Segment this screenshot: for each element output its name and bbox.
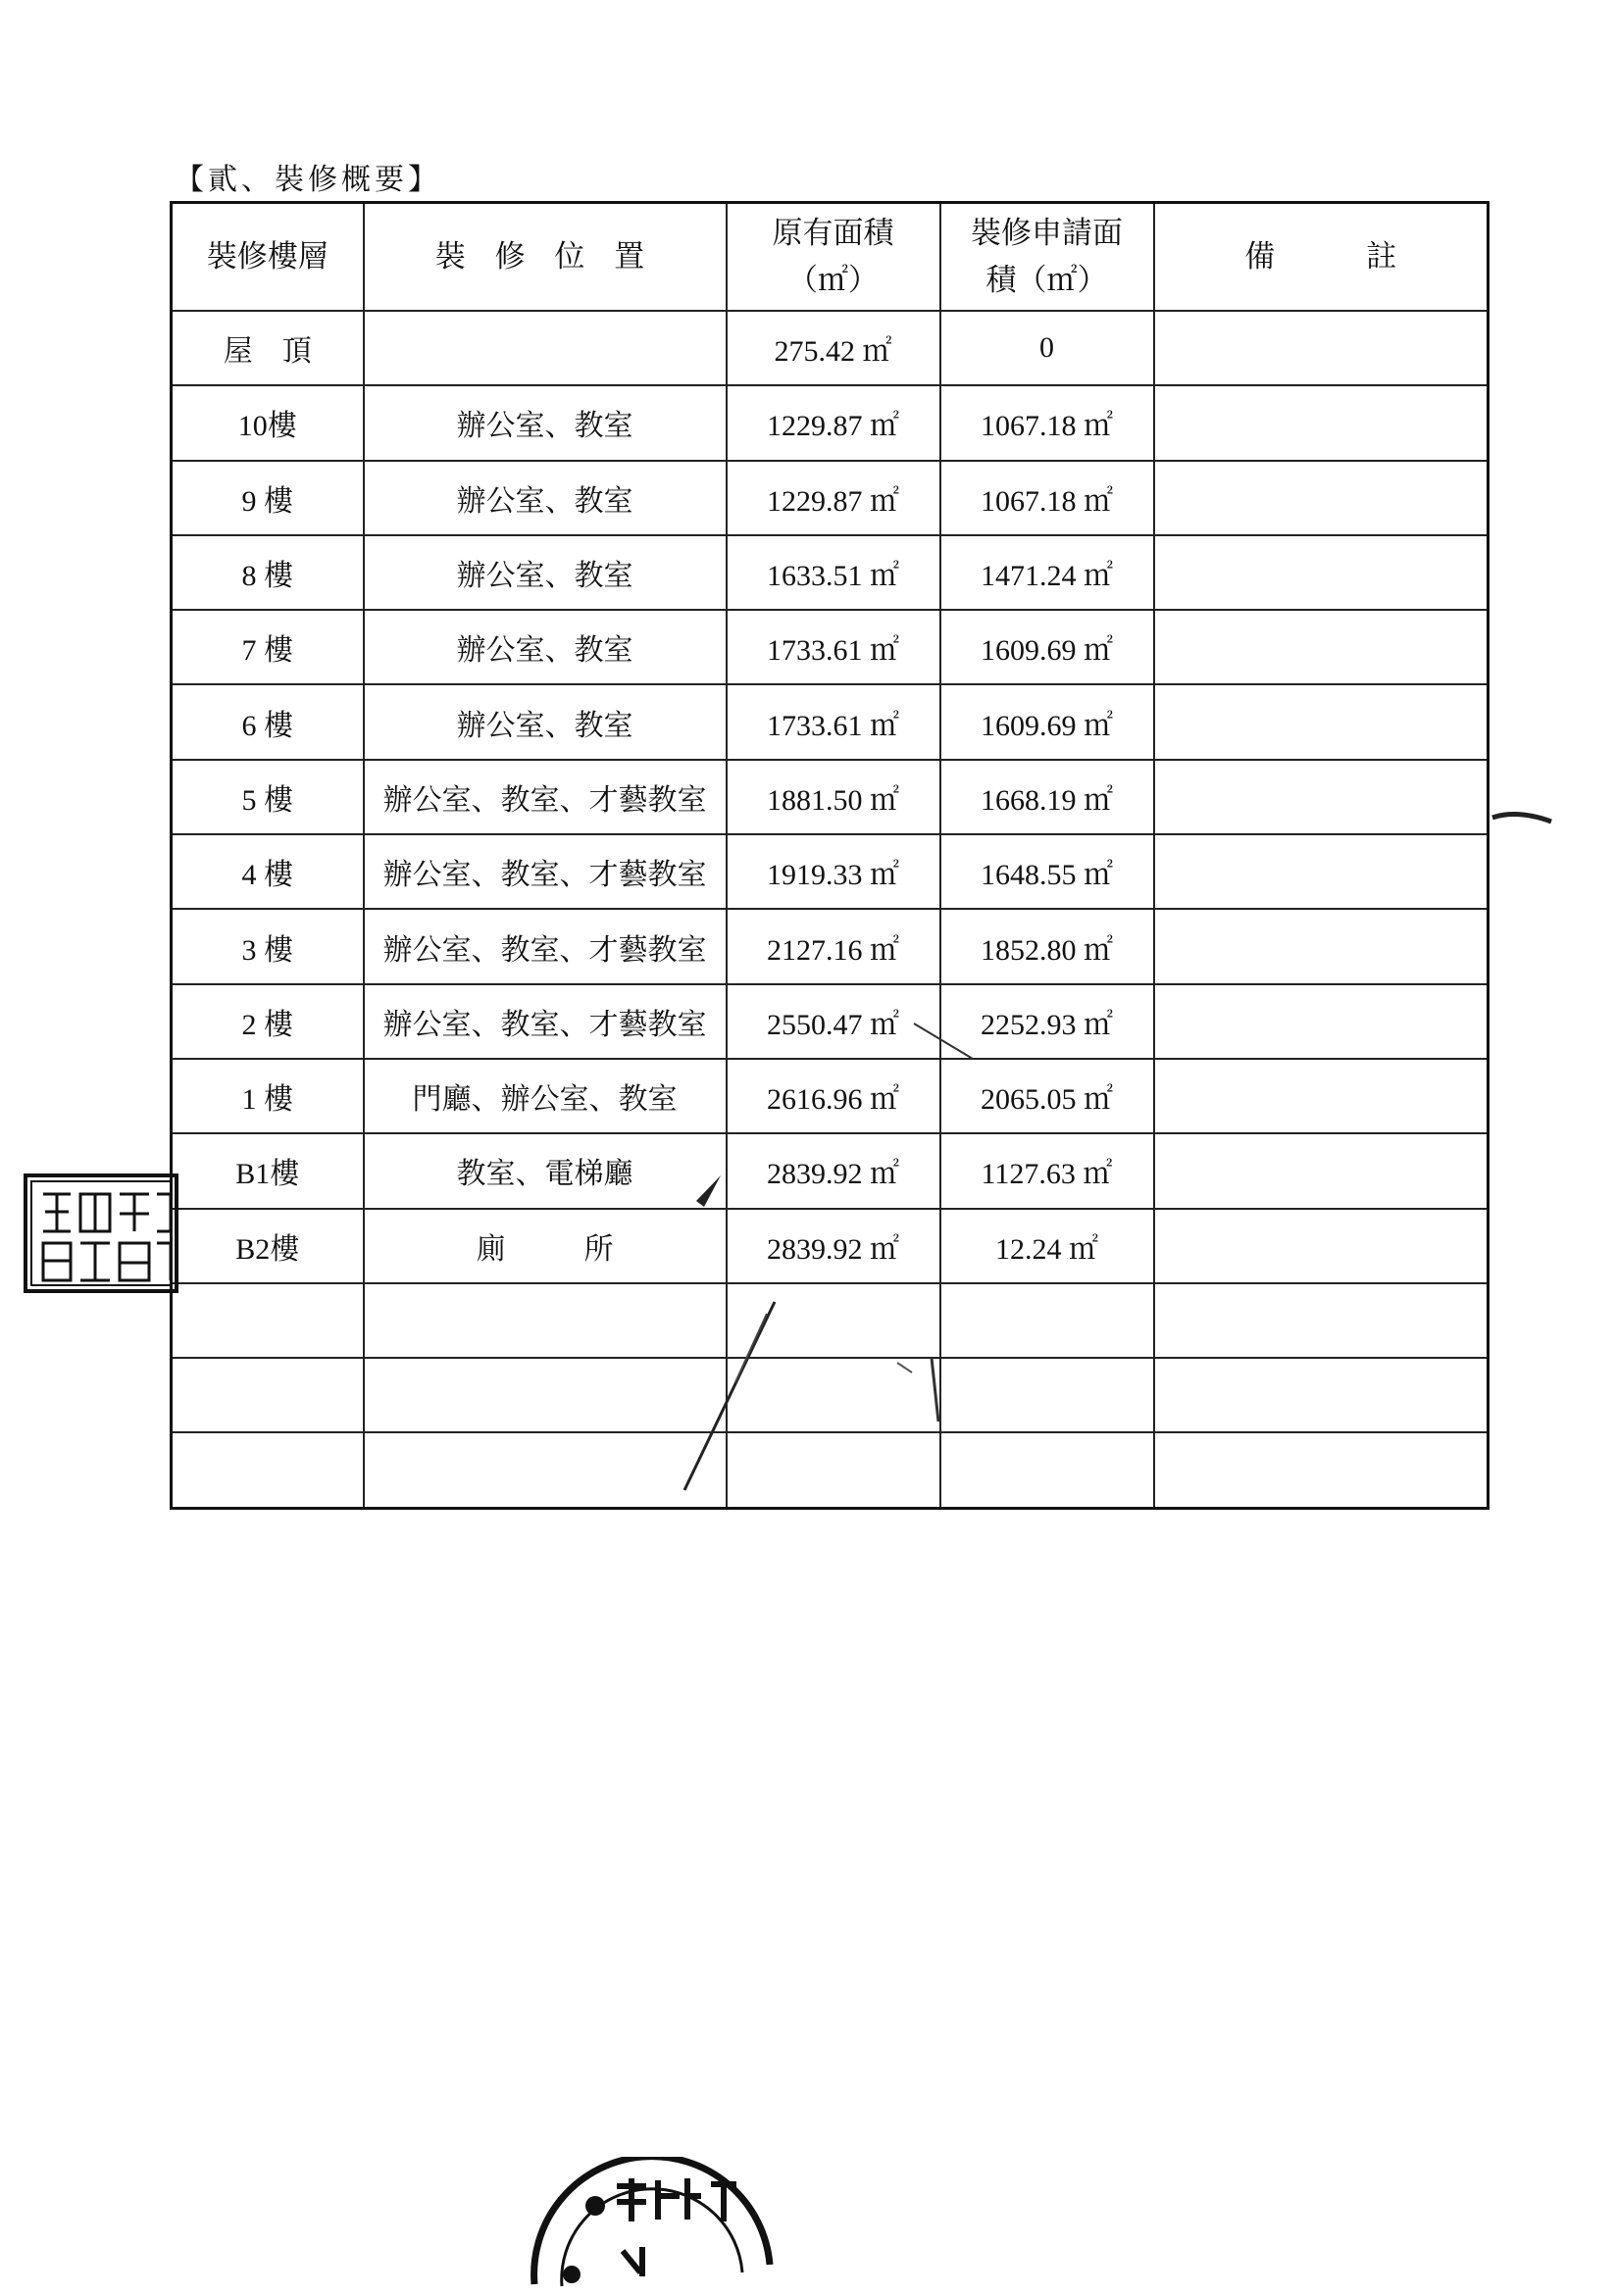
remarks-cell	[1154, 461, 1489, 535]
requested-area-cell: 2252.93 ㎡	[940, 984, 1154, 1059]
remarks-cell	[1154, 984, 1489, 1059]
remarks-cell	[1154, 535, 1489, 610]
original-area-cell: 2550.47 ㎡	[727, 984, 940, 1059]
table-row	[172, 311, 1489, 385]
requested-area-cell	[940, 1283, 1154, 1358]
margin-scribble	[1490, 804, 1569, 833]
floor-cell: 7 樓	[172, 610, 364, 684]
location-cell: 辦公室、教室	[364, 461, 727, 535]
original-area-cell: 2616.96 ㎡	[727, 1059, 940, 1133]
floor-cell: 2 樓	[172, 984, 364, 1059]
location-part: 所	[583, 1231, 614, 1267]
floor-cell: 屋 頂	[172, 311, 364, 385]
official-seal-left	[24, 1173, 180, 1295]
header-original-area-unit: （㎡）	[787, 263, 879, 298]
remarks-cell	[1154, 909, 1489, 983]
requested-area-cell: 1609.69 ㎡	[940, 684, 1154, 759]
remarks-cell	[1154, 1209, 1489, 1283]
original-area-cell: 2839.92 ㎡	[727, 1133, 940, 1208]
original-area-cell: 1733.61 ㎡	[727, 610, 940, 684]
floor-cell: 10樓	[172, 385, 364, 460]
location-cell: 辦公室、教室	[364, 684, 727, 759]
floor-cell: B2樓	[172, 1209, 364, 1283]
requested-area-cell: 2065.05 ㎡	[940, 1059, 1154, 1133]
floor-cell: 6 樓	[172, 684, 364, 759]
table-row	[172, 610, 1489, 684]
requested-area-cell: 12.24 ㎡	[940, 1209, 1154, 1283]
floor-cell: 3 樓	[172, 909, 364, 983]
location-cell	[364, 1209, 727, 1283]
floor-cell	[172, 1358, 364, 1432]
official-seal-bottom	[515, 2157, 809, 2292]
requested-area-cell: 1067.18 ㎡	[940, 461, 1154, 535]
arrow-mark	[677, 1172, 726, 1221]
table-row	[172, 1358, 1489, 1432]
original-area-cell: 1633.51 ㎡	[727, 535, 940, 610]
floor-cell: B1樓	[172, 1133, 364, 1208]
section-title: 【貳、裝修概要】	[175, 163, 441, 197]
requested-area-cell: 1127.63 ㎡	[940, 1133, 1154, 1208]
table-row	[172, 1059, 1489, 1133]
remarks-cell	[1154, 1283, 1489, 1358]
requested-area-cell: 1609.69 ㎡	[940, 610, 1154, 684]
floor-cell: 8 樓	[172, 535, 364, 610]
floor-cell	[172, 1432, 364, 1508]
tick-mark	[887, 1353, 946, 1431]
table-row	[172, 984, 1489, 1059]
floor-cell: 5 樓	[172, 760, 364, 834]
remarks-cell	[1154, 311, 1489, 385]
original-area-cell: 275.42 ㎡	[727, 311, 940, 385]
header-floor: 裝修樓層	[172, 203, 364, 312]
table-row	[172, 909, 1489, 983]
header-requested-area-unit: 積（㎡）	[985, 263, 1108, 298]
location-cell	[364, 1432, 727, 1508]
location-cell: 辦公室、教室	[364, 610, 727, 684]
requested-area-cell: 1471.24 ㎡	[940, 535, 1154, 610]
remarks-cell	[1154, 1133, 1489, 1208]
remarks-cell	[1154, 1358, 1489, 1432]
location-cell	[364, 1358, 727, 1432]
renovation-summary-table	[170, 201, 1490, 1510]
table-row	[172, 1432, 1489, 1508]
header-original-area	[727, 203, 940, 312]
remarks-cell	[1154, 610, 1489, 684]
location-part: 廁	[476, 1231, 506, 1267]
location-cell: 門廳、辦公室、教室	[364, 1059, 727, 1133]
floor-cell	[172, 1283, 364, 1358]
table-row	[172, 1133, 1489, 1208]
requested-area-cell: 1067.18 ㎡	[940, 385, 1154, 460]
original-area-cell: 1229.87 ㎡	[727, 461, 940, 535]
original-area-cell: 1733.61 ㎡	[727, 684, 940, 759]
location-cell: 辦公室、教室	[364, 385, 727, 460]
original-area-cell: 2839.92 ㎡	[727, 1209, 940, 1283]
table-row	[172, 760, 1489, 834]
table-header-row	[172, 203, 1489, 312]
requested-area-cell	[940, 1358, 1154, 1432]
table-row	[172, 461, 1489, 535]
remarks-cell	[1154, 1432, 1489, 1508]
requested-area-cell: 0	[940, 311, 1154, 385]
remarks-cell	[1154, 684, 1489, 759]
header-location: 裝 修 位 置	[364, 203, 727, 312]
header-original-area-label: 原有面積	[772, 216, 894, 251]
requested-area-cell: 1852.80 ㎡	[940, 909, 1154, 983]
location-cell: 辦公室、教室、才藝教室	[364, 984, 727, 1059]
table-row	[172, 684, 1489, 759]
arrow-mark	[912, 1020, 981, 1069]
table-row	[172, 834, 1489, 909]
header-remarks: 備 註	[1154, 203, 1489, 312]
original-area-cell: 1229.87 ㎡	[727, 385, 940, 460]
requested-area-cell: 1668.19 ㎡	[940, 760, 1154, 834]
location-cell: 辦公室、教室	[364, 535, 727, 610]
remarks-cell	[1154, 385, 1489, 460]
remarks-cell	[1154, 1059, 1489, 1133]
location-cell: 辦公室、教室、才藝教室	[364, 909, 727, 983]
strike-mark	[677, 1294, 784, 1500]
original-area-cell: 1881.50 ㎡	[727, 760, 940, 834]
location-cell	[364, 1283, 727, 1358]
location-cell: 辦公室、教室、才藝教室	[364, 760, 727, 834]
location-cell: 辦公室、教室、才藝教室	[364, 834, 727, 909]
original-area-cell: 1919.33 ㎡	[727, 834, 940, 909]
requested-area-cell	[940, 1432, 1154, 1508]
header-requested-area	[940, 203, 1154, 312]
floor-cell: 1 樓	[172, 1059, 364, 1133]
floor-cell: 4 樓	[172, 834, 364, 909]
table-row	[172, 385, 1489, 460]
original-area-cell: 2127.16 ㎡	[727, 909, 940, 983]
location-cell: 教室、電梯廳	[364, 1133, 727, 1208]
table-row	[172, 535, 1489, 610]
header-requested-area-label: 裝修申請面	[971, 216, 1123, 251]
requested-area-cell: 1648.55 ㎡	[940, 834, 1154, 909]
remarks-cell	[1154, 834, 1489, 909]
remarks-cell	[1154, 760, 1489, 834]
location-cell	[364, 311, 727, 385]
table-row	[172, 1209, 1489, 1283]
table-row	[172, 1283, 1489, 1358]
floor-cell: 9 樓	[172, 461, 364, 535]
